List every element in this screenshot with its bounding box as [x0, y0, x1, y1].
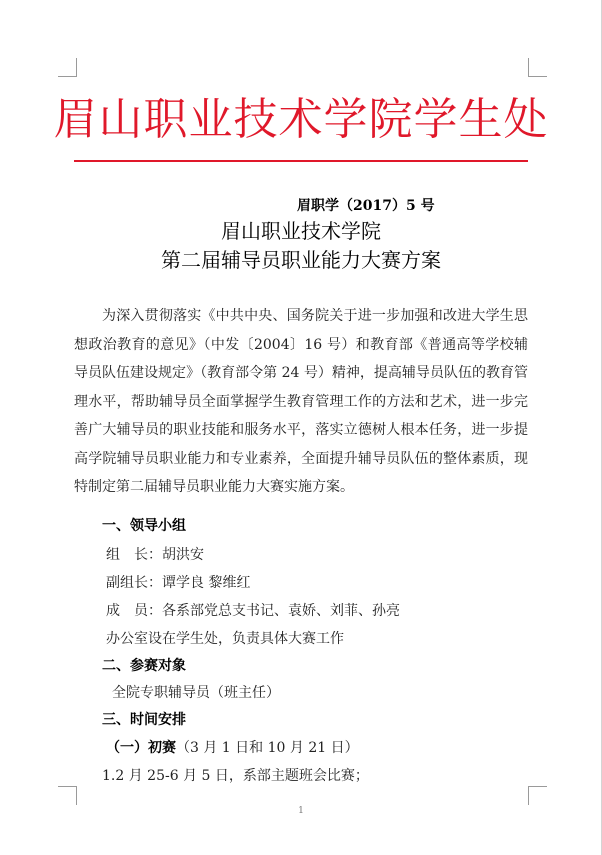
red-divider-line [74, 160, 528, 162]
prelim-label: （一）初赛 [106, 740, 176, 756]
document-number: 眉职学（2017）5 号 [297, 198, 435, 214]
section-heading-leadership: 一、领导小组 [102, 518, 186, 534]
schedule-item-1: 1.2 月 25-6 月 5 日，系部主题班会比赛； [102, 768, 369, 784]
org-red-header: 眉山职业技术学院学生处 [53, 94, 549, 145]
office-line: 办公室设在学生处，负责具体大赛工作 [106, 631, 344, 647]
participants-line: 全院专职辅导员（班主任） [112, 685, 280, 701]
document-title-line-1: 眉山职业技术学院 [221, 219, 381, 243]
leader-line: 组 长：胡洪安 [106, 547, 204, 563]
margin-corner-top-left [58, 58, 77, 77]
margin-corner-bottom-right [528, 786, 547, 805]
vice-leader-line: 副组长：谭学良 黎维红 [106, 575, 251, 591]
intro-paragraph: 为深入贯彻落实《中共中央、国务院关于进一步加强和改进大学生思想政治教育的意见》（中发〔2004〕16 号）和教育部《普通高等学校辅导员队伍建设规定》（教育部令第 24 号）精神，提高辅导员队伍的教育管理水平，帮助辅导员全面掌握学生教育管理工作的方法和艺术，进一步完善广大辅导员的职业技能和服务水平，落实立德树人根本任务，进一步提高学院辅导员职业能力和专业素养，全面提升辅导员队伍的整体素质，现特制定第二届辅导员职业能力大赛实施方案。 [74, 308, 528, 495]
prelim-dates: （3 月 1 日和 10 月 21 日） [176, 740, 359, 756]
members-line: 成 员：各系部党总支书记、袁娇、刘菲、孙亮 [106, 603, 400, 619]
section-heading-participants: 二、参赛对象 [102, 658, 186, 674]
page-number: 1 [298, 806, 304, 816]
prelim-line [106, 738, 359, 758]
margin-corner-bottom-left [58, 786, 77, 805]
margin-corner-top-right [528, 58, 547, 77]
document-title-line-2: 第二届辅导员职业能力大赛方案 [161, 248, 441, 272]
section-heading-schedule: 三、时间安排 [102, 712, 186, 728]
